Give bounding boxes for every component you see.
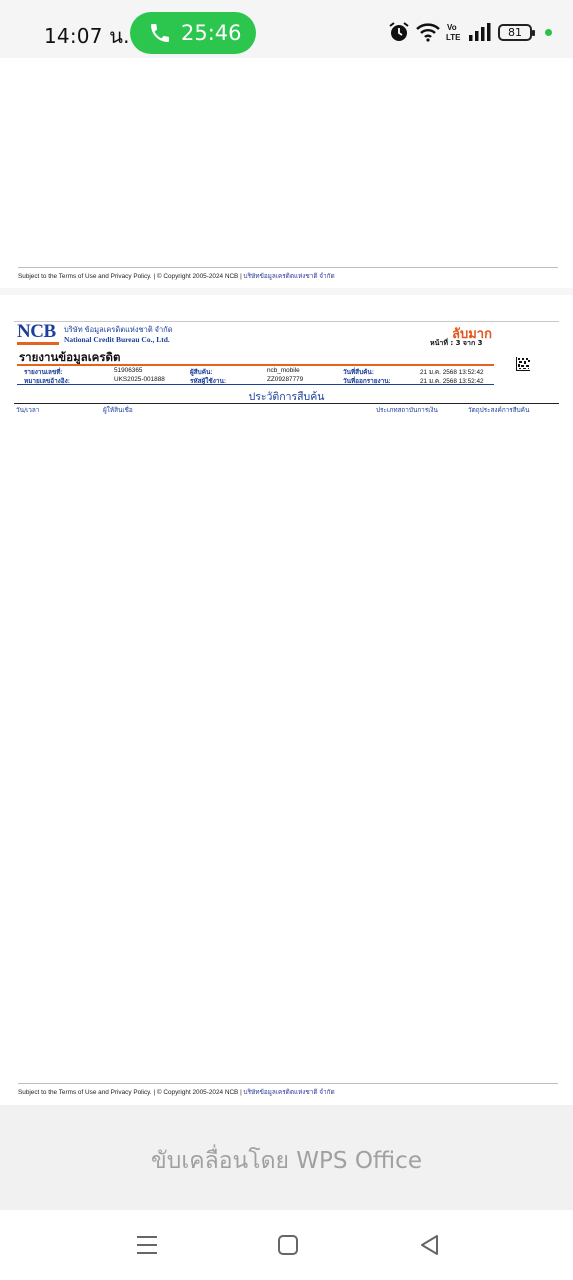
page-footer xyxy=(18,267,558,281)
signal-icon xyxy=(468,21,492,43)
status-bar xyxy=(0,0,573,64)
navigation-bar xyxy=(0,1210,573,1280)
status-icons xyxy=(388,21,558,45)
svg-text:LTE: LTE xyxy=(446,33,461,42)
home-icon[interactable] xyxy=(275,1232,301,1258)
battery-icon xyxy=(498,24,532,41)
section-title: ประวัติการสืบค้น xyxy=(248,391,325,403)
user-code-value: ZZ09287779 xyxy=(267,376,304,383)
ref-no-value: UKS2025-001888 xyxy=(114,376,165,383)
footer-text: Subject to the Terms of Use and Privacy Policy. | © Copyright 2005-2024 NCB | xyxy=(18,1089,244,1096)
inquiry-date-label: วันที่สืบค้น: xyxy=(343,369,374,376)
info-divider xyxy=(17,384,494,385)
inquiry-date-value: 21 ม.ค. 2568 13:52:42 xyxy=(420,369,484,376)
menu-icon[interactable] xyxy=(134,1232,160,1258)
alarm-icon xyxy=(388,21,410,43)
user-code-label: รหัสผู้ใช้งาน: xyxy=(190,378,226,385)
company-name-en: National Credit Bureau Co., Ltd. xyxy=(64,335,170,344)
report-date-value: 21 ม.ค. 2568 13:52:42 xyxy=(420,378,484,385)
back-icon[interactable] xyxy=(417,1232,443,1258)
document-page-3 xyxy=(0,295,573,1105)
logo-text: NCB xyxy=(17,321,56,342)
status-time: 14:07 น. xyxy=(44,24,130,48)
footer-text: Subject to the Terms of Use and Privacy Policy. | © Copyright 2005-2024 NCB | xyxy=(18,273,244,280)
report-no-label: รายงานเลขที่: xyxy=(24,369,63,376)
inquirer-value: ncb_mobile xyxy=(267,367,300,374)
page-number: หน้าที่ : 3 จาก 3 xyxy=(430,339,483,347)
footer-company-link[interactable]: บริษัทข้อมูลเครดิตแห่งชาติ จำกัด xyxy=(243,273,335,280)
phone-icon xyxy=(148,21,172,45)
inquirer-label: ผู้สืบค้น: xyxy=(190,369,213,376)
column-header-purpose: วัตถุประสงค์การสืบค้น xyxy=(468,406,530,414)
report-no-value: 51906365 xyxy=(114,367,143,374)
column-header-institution-type: ประเภทสถาบันการเงิน xyxy=(376,406,438,414)
document-page-2 xyxy=(0,58,573,288)
svg-text:Vo: Vo xyxy=(447,23,457,32)
logo-strip xyxy=(17,342,59,345)
wifi-icon xyxy=(416,21,440,43)
table-header-divider xyxy=(14,403,559,404)
ncb-logo xyxy=(17,321,59,343)
wps-banner-text: ขับเคลื่อนโดย WPS Office xyxy=(151,1148,422,1174)
confidential-label: ลับมาก xyxy=(452,327,492,342)
column-header-datetime: วัน/เวลา xyxy=(16,406,40,414)
report-title: รายงานข้อมูลเครดิต xyxy=(19,350,121,364)
company-name-th: บริษัท ข้อมูลเครดิตแห่งชาติ จำกัด xyxy=(64,325,173,334)
footer-company-link[interactable]: บริษัทข้อมูลเครดิตแห่งชาติ จำกัด xyxy=(243,1089,335,1096)
column-header-lender: ผู้ให้สินเชื่อ xyxy=(103,406,133,414)
title-underline xyxy=(17,364,494,366)
call-duration: 25:46 xyxy=(181,21,242,45)
ongoing-call-pill[interactable] xyxy=(130,12,256,54)
volte-icon xyxy=(446,21,462,43)
green-dot-icon xyxy=(545,29,552,36)
report-date-label: วันที่ออกรายงาน: xyxy=(343,378,391,385)
datamatrix-code-icon xyxy=(516,357,530,371)
page-footer xyxy=(18,1083,558,1097)
battery-level: 81 xyxy=(508,26,522,39)
ref-no-label: หมายเลขอ้างอิง: xyxy=(24,378,70,385)
header-divider xyxy=(14,321,559,322)
wps-powered-banner xyxy=(0,1105,573,1210)
